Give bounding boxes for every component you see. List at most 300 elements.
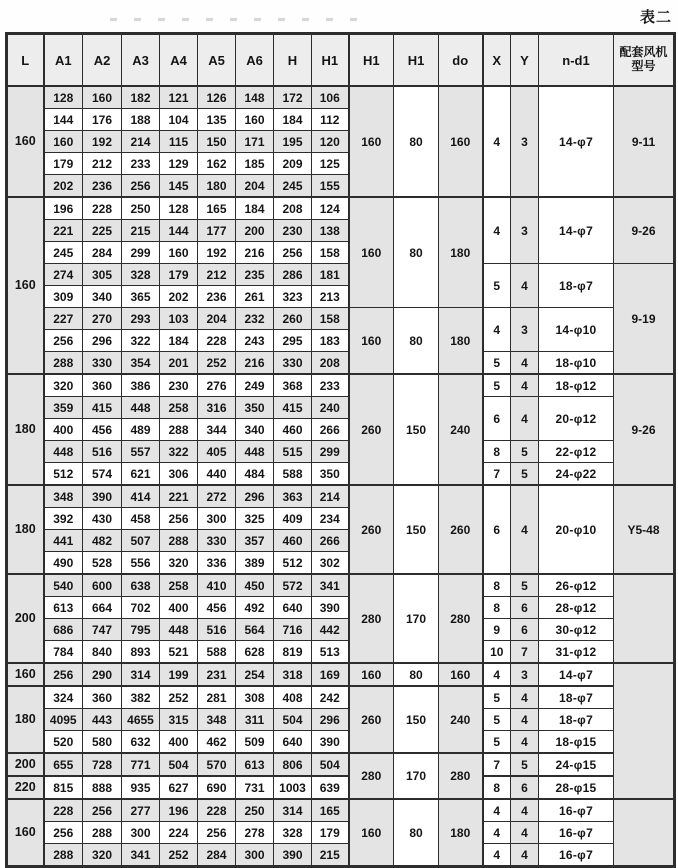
dimension-cell: 208 xyxy=(312,352,349,375)
dimension-cell: 640 xyxy=(274,731,312,754)
h1b-merged-cell: 150 xyxy=(394,686,439,753)
dimension-cell: 204 xyxy=(198,308,236,330)
dimension-cell: 192 xyxy=(83,131,122,153)
dimension-cell: 409 xyxy=(274,508,312,530)
x-cell: 4 xyxy=(483,844,511,867)
x-cell: 4 xyxy=(483,663,511,686)
dimension-cell: 840 xyxy=(83,641,122,664)
dimension-cell: 363 xyxy=(274,485,312,508)
dimension-cell: 233 xyxy=(122,153,160,175)
table-row xyxy=(7,844,675,867)
h1-merged-cell: 160 xyxy=(349,197,394,308)
fan-model-cell xyxy=(614,663,675,799)
dimension-cell: 456 xyxy=(198,597,236,619)
dimension-cell: 176 xyxy=(83,109,122,131)
y-cell: 6 xyxy=(511,597,539,619)
dimension-cell: 288 xyxy=(44,352,83,375)
table-row xyxy=(7,686,675,709)
dimension-cell: 284 xyxy=(83,242,122,264)
x-cell: 6 xyxy=(483,485,511,574)
fan-model-cell: 9-26 xyxy=(614,197,675,264)
dimension-cell: 236 xyxy=(83,175,122,198)
y-cell: 5 xyxy=(511,574,539,597)
dimension-cell: 179 xyxy=(44,153,83,175)
dimension-cell: 392 xyxy=(44,508,83,530)
dimension-cell: 288 xyxy=(160,419,198,441)
dimension-cell: 341 xyxy=(312,574,349,597)
n-d1-cell: 14-φ7 xyxy=(539,86,614,197)
dimension-cell: 126 xyxy=(198,86,236,109)
dimension-cell: 225 xyxy=(83,220,122,242)
column-header-6: A6 xyxy=(236,34,274,87)
column-header-7: H xyxy=(274,34,312,87)
dimension-cell: 322 xyxy=(160,441,198,463)
dimension-cell: 177 xyxy=(198,220,236,242)
dimension-cell: 106 xyxy=(312,86,349,109)
dimension-cell: 521 xyxy=(160,641,198,664)
dimension-cell: 448 xyxy=(122,397,160,419)
dimension-cell: 288 xyxy=(160,530,198,552)
table-row xyxy=(7,197,675,220)
h1b-merged-cell: 170 xyxy=(394,753,439,799)
dimension-cell: 256 xyxy=(122,175,160,198)
dimension-cell: 252 xyxy=(160,686,198,709)
dimension-cell: 185 xyxy=(236,153,274,175)
n-d1-cell: 18-φ7 xyxy=(539,686,614,709)
dimension-cell: 448 xyxy=(160,619,198,641)
h1-merged-cell: 160 xyxy=(349,86,394,197)
dimension-cell: 489 xyxy=(122,419,160,441)
dimension-cell: 893 xyxy=(122,641,160,664)
x-cell: 10 xyxy=(483,641,511,664)
dimension-cell: 315 xyxy=(160,709,198,731)
dimension-cell: 1003 xyxy=(274,776,312,799)
dimension-cell: 815 xyxy=(44,776,83,799)
dimension-cell: 295 xyxy=(274,330,312,352)
dimension-cell: 270 xyxy=(83,308,122,330)
dimension-cell: 357 xyxy=(236,530,274,552)
dimension-cell: 272 xyxy=(198,485,236,508)
dimension-cell: 277 xyxy=(122,799,160,822)
dimension-cell: 515 xyxy=(274,441,312,463)
dimension-cell: 414 xyxy=(122,485,160,508)
dimension-cell: 148 xyxy=(236,86,274,109)
dimension-cell: 199 xyxy=(160,663,198,686)
dimension-cell: 214 xyxy=(312,485,349,508)
dimension-cell: 570 xyxy=(198,753,236,776)
dimension-cell: 405 xyxy=(198,441,236,463)
dimension-cell: 728 xyxy=(83,753,122,776)
x-cell: 5 xyxy=(483,352,511,375)
column-header-2: A2 xyxy=(83,34,122,87)
do-merged-cell: 160 xyxy=(439,663,483,686)
dimension-cell: 296 xyxy=(236,485,274,508)
dimension-cell: 365 xyxy=(122,286,160,308)
dimension-cell: 112 xyxy=(312,109,349,131)
dimension-cell: 460 xyxy=(274,419,312,441)
dimension-cell: 731 xyxy=(236,776,274,799)
column-header-1: A1 xyxy=(44,34,83,87)
dimension-cell: 368 xyxy=(274,374,312,397)
n-d1-cell: 18-φ7 xyxy=(539,709,614,731)
dimension-cell: 344 xyxy=(198,419,236,441)
dimension-cell: 588 xyxy=(198,641,236,664)
dimension-cell: 261 xyxy=(236,286,274,308)
dimension-cell: 171 xyxy=(236,131,274,153)
dimension-cell: 188 xyxy=(122,109,160,131)
l-value-cell: 200 xyxy=(7,574,44,663)
n-d1-cell: 16-φ7 xyxy=(539,822,614,844)
dimension-cell: 228 xyxy=(198,330,236,352)
dimension-cell: 314 xyxy=(274,799,312,822)
n-d1-cell: 14-φ10 xyxy=(539,308,614,352)
dimension-cell: 386 xyxy=(122,374,160,397)
dimension-cell: 135 xyxy=(198,109,236,131)
dimension-cell: 316 xyxy=(198,397,236,419)
column-header-13: Y xyxy=(511,34,539,87)
dimension-cell: 212 xyxy=(83,153,122,175)
x-cell: 8 xyxy=(483,597,511,619)
dimension-cell: 202 xyxy=(160,286,198,308)
dimension-cell: 330 xyxy=(198,530,236,552)
dimension-cell: 350 xyxy=(236,397,274,419)
dimension-cell: 128 xyxy=(160,197,198,220)
l-value-cell: 180 xyxy=(7,485,44,574)
dimension-cell: 309 xyxy=(44,286,83,308)
dimension-cell: 180 xyxy=(198,175,236,198)
dimension-cell: 302 xyxy=(312,552,349,575)
do-merged-cell: 280 xyxy=(439,574,483,663)
h1-merged-cell: 260 xyxy=(349,485,394,574)
dimension-cell: 184 xyxy=(160,330,198,352)
dimension-cell: 4655 xyxy=(122,709,160,731)
dimension-cell: 256 xyxy=(83,799,122,822)
table-row xyxy=(7,308,675,330)
fan-model-cell xyxy=(614,799,675,867)
x-cell: 4 xyxy=(483,86,511,197)
y-cell: 4 xyxy=(511,709,539,731)
dimension-cell: 360 xyxy=(83,374,122,397)
dimension-cell: 234 xyxy=(312,508,349,530)
n-d1-cell: 18-φ7 xyxy=(539,264,614,308)
dimension-cell: 442 xyxy=(312,619,349,641)
dimension-cell: 621 xyxy=(122,463,160,486)
dimension-cell: 323 xyxy=(274,286,312,308)
dimension-cell: 300 xyxy=(198,508,236,530)
dimension-cell: 580 xyxy=(83,731,122,754)
x-cell: 4 xyxy=(483,308,511,352)
dimension-cell: 627 xyxy=(160,776,198,799)
dimension-cell: 288 xyxy=(83,822,122,844)
dimension-cell: 340 xyxy=(236,419,274,441)
y-cell: 5 xyxy=(511,753,539,776)
h1-merged-cell: 160 xyxy=(349,663,394,686)
l-value-cell: 160 xyxy=(7,197,44,374)
dimension-cell: 228 xyxy=(198,799,236,822)
dimension-cell: 400 xyxy=(160,731,198,754)
y-cell: 4 xyxy=(511,352,539,375)
y-cell: 4 xyxy=(511,686,539,709)
x-cell: 5 xyxy=(483,709,511,731)
table-row xyxy=(7,731,675,754)
dimension-cell: 224 xyxy=(160,822,198,844)
dimension-cell: 686 xyxy=(44,619,83,641)
dimension-cell: 227 xyxy=(44,308,83,330)
n-d1-cell: 18-φ10 xyxy=(539,352,614,375)
dimension-cell: 540 xyxy=(44,574,83,597)
dimension-cell: 613 xyxy=(44,597,83,619)
dimension-cell: 448 xyxy=(236,441,274,463)
dimension-cell: 258 xyxy=(160,397,198,419)
dimension-cell: 513 xyxy=(312,641,349,664)
dimension-cell: 216 xyxy=(236,242,274,264)
do-merged-cell: 180 xyxy=(439,308,483,375)
dimension-cell: 183 xyxy=(312,330,349,352)
dimension-cell: 640 xyxy=(274,597,312,619)
dimension-cell: 314 xyxy=(122,663,160,686)
dimension-cell: 360 xyxy=(83,686,122,709)
y-cell: 3 xyxy=(511,197,539,264)
dimension-cell: 408 xyxy=(274,686,312,709)
dimension-cell: 221 xyxy=(160,485,198,508)
dimension-cell: 690 xyxy=(198,776,236,799)
column-header-10: H1 xyxy=(394,34,439,87)
dimension-cell: 245 xyxy=(44,242,83,264)
dimension-cell: 328 xyxy=(122,264,160,286)
n-d1-cell: 31-φ12 xyxy=(539,641,614,664)
table-row xyxy=(7,397,675,419)
scan-artifact xyxy=(110,18,370,21)
y-cell: 3 xyxy=(511,308,539,352)
column-header-15: 配套风机型号 xyxy=(614,34,675,87)
dimension-cell: 655 xyxy=(44,753,83,776)
x-cell: 5 xyxy=(483,731,511,754)
l-value-cell: 160 xyxy=(7,799,44,867)
dimension-cell: 138 xyxy=(312,220,349,242)
dimension-cell: 354 xyxy=(122,352,160,375)
dimension-cell: 158 xyxy=(312,242,349,264)
do-merged-cell: 240 xyxy=(439,686,483,753)
dimension-cell: 121 xyxy=(160,86,198,109)
dimension-cell: 504 xyxy=(312,753,349,776)
dimension-cell: 795 xyxy=(122,619,160,641)
y-cell: 6 xyxy=(511,776,539,799)
table-row xyxy=(7,86,675,109)
dimension-cell: 236 xyxy=(198,286,236,308)
fan-model-cell xyxy=(614,574,675,663)
h1-merged-cell: 160 xyxy=(349,799,394,867)
dimension-cell: 240 xyxy=(312,397,349,419)
dimension-cell: 448 xyxy=(44,441,83,463)
y-cell: 4 xyxy=(511,264,539,308)
table-row xyxy=(7,597,675,619)
column-header-9: H1 xyxy=(349,34,394,87)
h1-merged-cell: 160 xyxy=(349,308,394,375)
dimension-cell: 179 xyxy=(160,264,198,286)
n-d1-cell: 16-φ7 xyxy=(539,799,614,822)
h1b-merged-cell: 170 xyxy=(394,574,439,663)
x-cell: 5 xyxy=(483,374,511,397)
dimension-cell: 213 xyxy=(312,286,349,308)
n-d1-cell: 20-φ12 xyxy=(539,397,614,441)
dimension-cell: 572 xyxy=(274,574,312,597)
dimension-cell: 196 xyxy=(160,799,198,822)
table-row xyxy=(7,641,675,664)
fan-model-cell: 9-26 xyxy=(614,374,675,485)
h1b-merged-cell: 150 xyxy=(394,485,439,574)
dimension-cell: 169 xyxy=(312,663,349,686)
dimension-cell: 144 xyxy=(44,109,83,131)
dimension-cell: 664 xyxy=(83,597,122,619)
dimension-cell: 330 xyxy=(83,352,122,375)
table-row xyxy=(7,822,675,844)
dimension-cell: 124 xyxy=(312,197,349,220)
dimension-cell: 322 xyxy=(122,330,160,352)
y-cell: 5 xyxy=(511,463,539,486)
x-cell: 4 xyxy=(483,822,511,844)
dimension-cell: 250 xyxy=(122,197,160,220)
column-header-5: A5 xyxy=(198,34,236,87)
dimension-cell: 747 xyxy=(83,619,122,641)
dimension-cell: 160 xyxy=(83,86,122,109)
dimension-cell: 348 xyxy=(198,709,236,731)
dimension-cell: 209 xyxy=(274,153,312,175)
do-merged-cell: 240 xyxy=(439,374,483,485)
dimension-cell: 415 xyxy=(274,397,312,419)
table-row xyxy=(7,619,675,641)
h1-merged-cell: 280 xyxy=(349,574,394,663)
h1b-merged-cell: 150 xyxy=(394,374,439,485)
column-header-4: A4 xyxy=(160,34,198,87)
dimension-cell: 184 xyxy=(274,109,312,131)
x-cell: 4 xyxy=(483,799,511,822)
y-cell: 4 xyxy=(511,731,539,754)
dimension-cell: 318 xyxy=(274,663,312,686)
dimension-cell: 258 xyxy=(160,574,198,597)
table-row xyxy=(7,799,675,822)
dimension-cell: 328 xyxy=(274,822,312,844)
h1-merged-cell: 260 xyxy=(349,374,394,485)
dimension-cell: 348 xyxy=(44,485,83,508)
dimension-cell: 520 xyxy=(44,731,83,754)
dimension-cell: 400 xyxy=(44,419,83,441)
dimension-cell: 172 xyxy=(274,86,312,109)
dimension-cell: 440 xyxy=(198,463,236,486)
dimension-cell: 450 xyxy=(236,574,274,597)
l-value-cell: 180 xyxy=(7,686,44,753)
y-cell: 5 xyxy=(511,441,539,463)
dimension-cell: 528 xyxy=(83,552,122,575)
dimension-cell: 441 xyxy=(44,530,83,552)
dimension-cell: 430 xyxy=(83,508,122,530)
dimension-cell: 504 xyxy=(160,753,198,776)
dimension-cell: 293 xyxy=(122,308,160,330)
column-header-12: X xyxy=(483,34,511,87)
do-merged-cell: 160 xyxy=(439,86,483,197)
dimension-cell: 162 xyxy=(198,153,236,175)
dimension-cell: 215 xyxy=(312,844,349,867)
dimension-cell: 588 xyxy=(274,463,312,486)
dimension-cell: 195 xyxy=(274,131,312,153)
dimension-cell: 266 xyxy=(312,530,349,552)
l-value-cell: 180 xyxy=(7,374,44,485)
dimension-cell: 214 xyxy=(122,131,160,153)
x-cell: 8 xyxy=(483,441,511,463)
h1b-merged-cell: 80 xyxy=(394,663,439,686)
dimension-cell: 144 xyxy=(160,220,198,242)
dimension-cell: 512 xyxy=(44,463,83,486)
n-d1-cell: 18-φ15 xyxy=(539,731,614,754)
l-value-cell: 220 xyxy=(7,776,44,799)
y-cell: 4 xyxy=(511,799,539,822)
dimension-cell: 390 xyxy=(312,597,349,619)
dimension-cell: 784 xyxy=(44,641,83,664)
n-d1-cell: 20-φ10 xyxy=(539,485,614,574)
dimension-cell: 212 xyxy=(198,264,236,286)
dimension-cell: 216 xyxy=(236,352,274,375)
column-header-14: n-d1 xyxy=(539,34,614,87)
dimension-cell: 460 xyxy=(274,530,312,552)
dimension-cell: 256 xyxy=(198,822,236,844)
dimension-cell: 165 xyxy=(198,197,236,220)
dimension-cell: 771 xyxy=(122,753,160,776)
x-cell: 8 xyxy=(483,776,511,799)
x-cell: 7 xyxy=(483,463,511,486)
dimension-cell: 196 xyxy=(44,197,83,220)
dimension-cell: 300 xyxy=(236,844,274,867)
table-row xyxy=(7,709,675,731)
h1-merged-cell: 260 xyxy=(349,686,394,753)
dimension-cell: 4095 xyxy=(44,709,83,731)
table-row xyxy=(7,485,675,508)
dimension-cell: 284 xyxy=(198,844,236,867)
l-value-cell: 160 xyxy=(7,663,44,686)
table-row xyxy=(7,374,675,397)
table-header xyxy=(7,34,675,87)
dimension-cell: 512 xyxy=(274,552,312,575)
dimension-cell: 125 xyxy=(312,153,349,175)
n-d1-cell: 30-φ12 xyxy=(539,619,614,641)
dimension-cell: 278 xyxy=(236,822,274,844)
table-body xyxy=(7,86,675,867)
dimension-cell: 507 xyxy=(122,530,160,552)
dimension-cell: 600 xyxy=(83,574,122,597)
dimension-cell: 235 xyxy=(236,264,274,286)
h1b-merged-cell: 80 xyxy=(394,799,439,867)
l-value-cell: 200 xyxy=(7,753,44,776)
dimension-cell: 276 xyxy=(198,374,236,397)
dimension-cell: 574 xyxy=(83,463,122,486)
n-d1-cell: 14-φ7 xyxy=(539,663,614,686)
dimension-cell: 201 xyxy=(160,352,198,375)
dimension-cell: 230 xyxy=(160,374,198,397)
dimension-cell: 233 xyxy=(312,374,349,397)
dimension-cell: 286 xyxy=(274,264,312,286)
dimension-cell: 200 xyxy=(236,220,274,242)
dimension-cell: 192 xyxy=(198,242,236,264)
x-cell: 4 xyxy=(483,197,511,264)
column-header-0: L xyxy=(7,34,44,87)
dimension-cell: 242 xyxy=(312,686,349,709)
do-merged-cell: 180 xyxy=(439,197,483,308)
dimension-cell: 325 xyxy=(236,508,274,530)
y-cell: 4 xyxy=(511,485,539,574)
dimension-cell: 632 xyxy=(122,731,160,754)
dimension-cell: 299 xyxy=(122,242,160,264)
dimension-cell: 819 xyxy=(274,641,312,664)
dimension-cell: 350 xyxy=(312,463,349,486)
dimension-cell: 228 xyxy=(44,799,83,822)
